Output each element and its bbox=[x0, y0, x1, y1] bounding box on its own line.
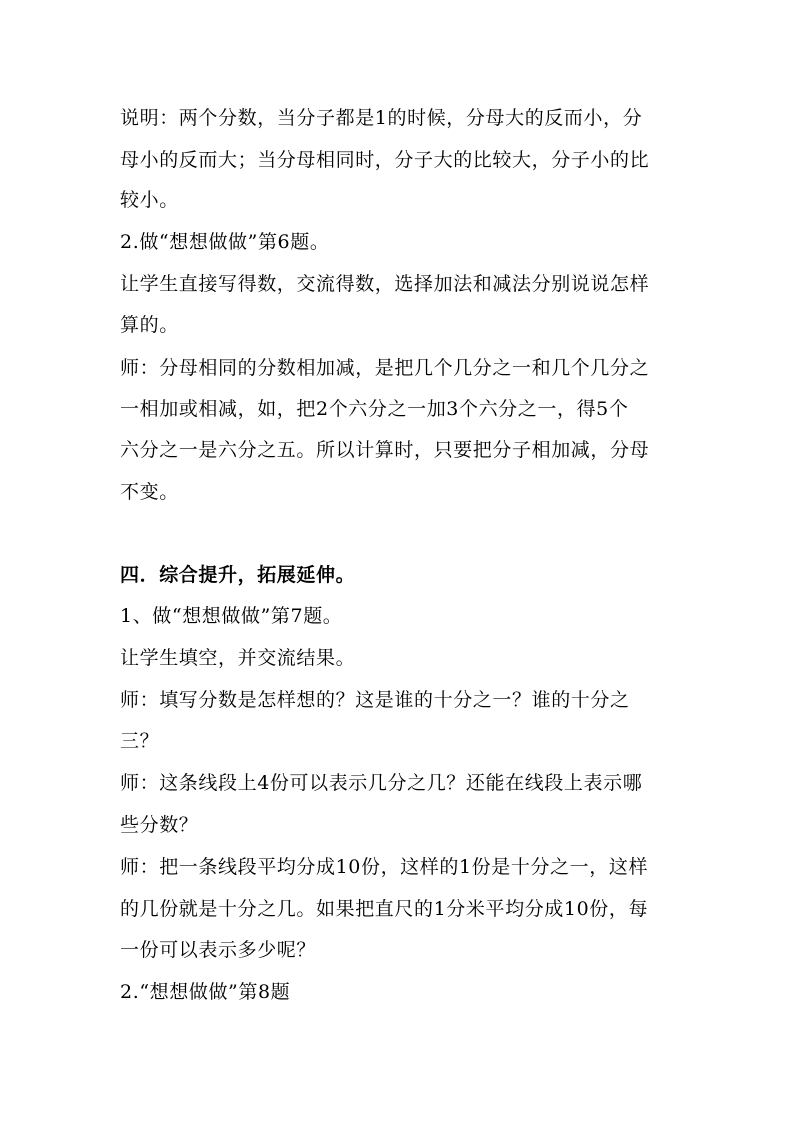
paragraph-teacher-line-3: 六分之一是六分之五。所以计算时，只要把分子相加减，分母 bbox=[120, 439, 650, 461]
paragraph-explanation-line-1: 说明：两个分数，当分子都是1的时候，分母大的反而小，分 bbox=[120, 107, 643, 129]
paragraph-question-1-line-1: 师：填写分数是怎样想的？这是谁的十分之一？谁的十分之 bbox=[120, 689, 630, 711]
paragraph-question-1-line-2: 三？ bbox=[120, 730, 160, 752]
paragraph-explanation-line-3: 较小。 bbox=[120, 189, 179, 211]
paragraph-teacher-line-4: 不变。 bbox=[120, 481, 179, 503]
exercise-6-heading: 2.做“想想做做”第6题。 bbox=[120, 231, 330, 253]
paragraph-teacher-line-1: 师：分母相同的分数相加减，是把几个几分之一和几个几分之 bbox=[120, 357, 650, 379]
paragraph-fill-blanks: 让学生填空，并交流结果。 bbox=[120, 647, 356, 669]
paragraph-question-3-line-2: 的几份就是十分之几。如果把直尺的1分米平均分成10份，每 bbox=[120, 898, 649, 920]
paragraph-question-3-line-1: 师：把一条线段平均分成10份，这样的1份是十分之一，这样 bbox=[120, 856, 649, 878]
paragraph-students-line-1: 让学生直接写得数，交流得数，选择加法和减法分别说说怎样 bbox=[120, 273, 650, 295]
section-four-heading: 四．综合提升，拓展延伸。 bbox=[120, 564, 356, 586]
paragraph-question-2-line-1: 师：这条线段上4份可以表示几分之几？还能在线段上表示哪 bbox=[120, 772, 643, 794]
exercise-7-heading: 1、做“想想做做”第7题。 bbox=[120, 605, 343, 627]
paragraph-students-line-2: 算的。 bbox=[120, 314, 179, 336]
paragraph-explanation-line-2: 母小的反而大；当分母相同时，分子大的比较大，分子小的比 bbox=[120, 149, 650, 171]
exercise-8-heading: 2.“想想做做”第8题 bbox=[120, 981, 291, 1003]
paragraph-question-3-line-3: 一份可以表示多少呢？ bbox=[120, 939, 317, 961]
paragraph-teacher-line-2: 一相加或相减，如，把2个六分之一加3个六分之一，得5个 bbox=[120, 398, 629, 420]
paragraph-question-2-line-2: 些分数？ bbox=[120, 814, 199, 836]
